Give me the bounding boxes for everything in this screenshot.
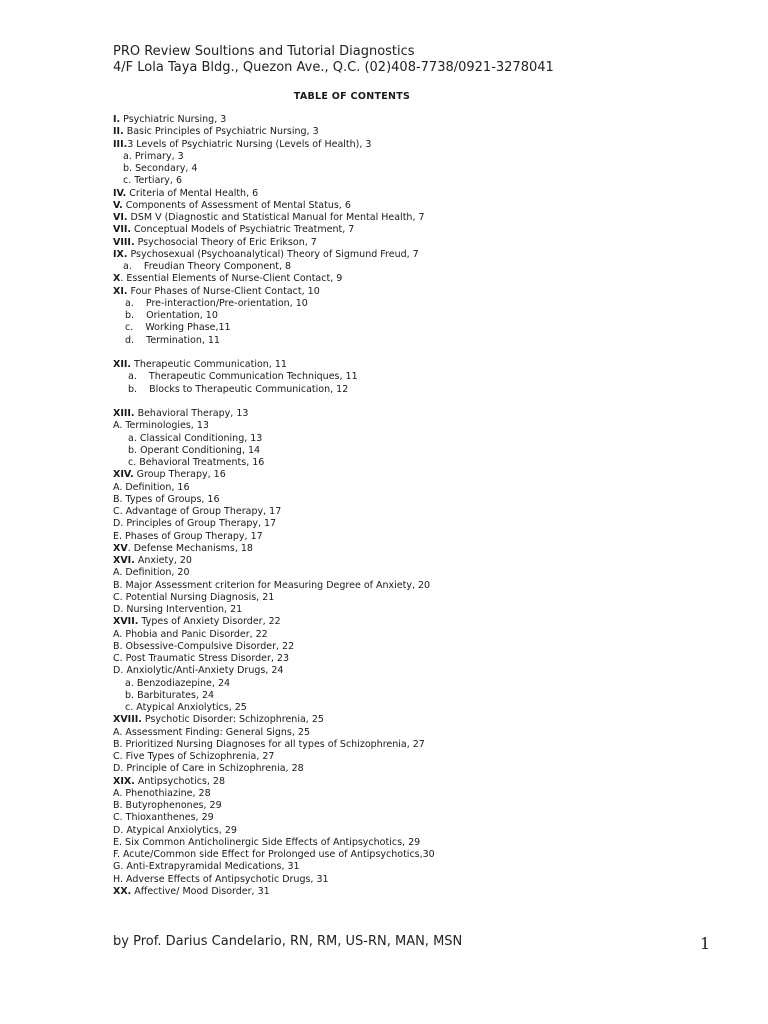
toc-entry (113, 763, 435, 775)
toc-entry-text: b. Blocks to Therapeutic Communication, 12 (128, 383, 349, 395)
header-organization: PRO Review Soultions and Tutorial Diagnostics (113, 44, 415, 59)
toc-entry-number: VII. (113, 224, 132, 236)
toc-entry-text: a. Pre-interaction/Pre-orientation, 10 (125, 297, 308, 309)
toc-entry-text: Affective/ Mood Disorder, 31 (131, 885, 270, 897)
toc-entry (113, 384, 435, 396)
toc-entry (113, 714, 435, 726)
toc-entry (113, 702, 435, 714)
toc-entry-text: . Defense Mechanisms, 18 (127, 542, 253, 554)
toc-entry (113, 616, 435, 628)
toc-entry-number: XIV. (113, 469, 134, 481)
toc-entry-number: IV. (113, 187, 127, 199)
toc-entry-text: a. Benzodiazepine, 24 (125, 677, 231, 689)
toc-entry-text: d. Termination, 11 (125, 334, 220, 346)
toc-entry-text: E. Six Common Anticholinergic Side Effects of Antipsychotics, 29 (113, 836, 421, 848)
toc-entry-number: XVII. (113, 616, 139, 628)
toc-entry-text: c. Working Phase,11 (125, 322, 231, 334)
toc-spacer (113, 396, 435, 408)
toc-entry-number: V. (113, 199, 123, 211)
toc-entry (113, 420, 435, 432)
toc-entry-text: Psychosocial Theory of Eric Erikson, 7 (134, 236, 317, 248)
toc-entry-text: D. Principle of Care in Schizophrenia, 28 (113, 763, 304, 775)
toc-entry-text: Four Phases of Nurse-Client Contact, 10 (127, 285, 320, 297)
toc-entry (113, 298, 435, 310)
toc-entry (113, 335, 435, 347)
toc-entry (113, 322, 435, 334)
toc-entry (113, 629, 435, 641)
toc-entry-text: A. Assessment Finding: General Signs, 25 (113, 726, 311, 738)
toc-entry-text: B. Types of Groups, 16 (113, 493, 220, 505)
toc-entry (113, 249, 435, 261)
header-address: 4/F Lola Taya Bldg., Quezon Ave., Q.C. (02)408-7738/0921-3278041 (113, 60, 554, 75)
toc-entry (113, 604, 435, 616)
toc-entry-text: DSM V (Diagnostic and Statistical Manual for Mental Health, 7 (127, 212, 425, 223)
toc-entry (113, 114, 435, 126)
toc-entry-text: a. Freudian Theory Component, 8 (123, 261, 292, 272)
toc-entry-text: Psychiatric Nursing, 3 (120, 114, 227, 125)
toc-entry (113, 641, 435, 653)
toc-entry-text: c. Tertiary, 6 (123, 175, 182, 187)
toc-entry-number: XI. (113, 285, 128, 297)
toc-entry (113, 874, 435, 886)
toc-entry (113, 433, 435, 445)
toc-entry (113, 494, 435, 506)
toc-entry (113, 188, 435, 200)
toc-entry (113, 849, 435, 861)
toc-entry-number: XIII. (113, 408, 135, 419)
toc-entry (113, 543, 435, 555)
toc-entry (113, 518, 435, 530)
toc-entry-text: a. Therapeutic Communication Techniques, 11 (128, 371, 358, 383)
toc-entry (113, 237, 435, 249)
toc-entry (113, 567, 435, 579)
toc-entry (113, 555, 435, 567)
toc-entry-text: b. Operant Conditioning, 14 (128, 444, 261, 456)
toc-entry (113, 359, 435, 371)
toc-entry-text: Psychotic Disorder: Schizophrenia, 25 (141, 714, 324, 726)
toc-entry-text: Types of Anxiety Disorder, 22 (138, 616, 281, 628)
toc-entry-text: Components of Assessment of Mental Status, 6 (122, 199, 351, 211)
toc-entry-text: C. Potential Nursing Diagnosis, 21 (113, 591, 275, 603)
toc-entry (113, 825, 435, 837)
toc-entry-text: G. Anti-Extrapyramidal Medications, 31 (113, 861, 300, 873)
toc-entry (113, 592, 435, 604)
toc-entry-text: D. Atypical Anxiolytics, 29 (113, 824, 237, 836)
toc-entry-text: F. Acute/Common side Effect for Prolonged use of Antipsychotics,30 (113, 849, 435, 860)
toc-entry-text: Antipsychotics, 28 (134, 775, 226, 787)
toc-entry (113, 200, 435, 212)
toc-entry-text: A. Phenothiazine, 28 (113, 787, 211, 799)
toc-entry-text: 3 Levels of Psychiatric Nursing (Levels of Health), 3 (127, 138, 372, 150)
toc-entry-number: XV (113, 542, 128, 554)
toc-entry-text: B. Prioritized Nursing Diagnoses for all types of Schizophrenia, 27 (113, 738, 425, 750)
toc-entry (113, 482, 435, 494)
toc-entry (113, 261, 435, 273)
toc-entry (113, 273, 435, 285)
toc-entry-number: I. (113, 114, 121, 125)
toc-entry (113, 837, 435, 849)
toc-entry-text: A. Phobia and Panic Disorder, 22 (113, 628, 268, 640)
toc-entry-text: C. Advantage of Group Therapy, 17 (113, 506, 282, 517)
toc-entry (113, 690, 435, 702)
toc-entry-text: Conceptual Models of Psychiatric Treatment, 7 (131, 224, 355, 236)
toc-entry (113, 531, 435, 543)
toc-entry (113, 788, 435, 800)
toc-entry (113, 175, 435, 187)
toc-entry-text: B. Obsessive-Compulsive Disorder, 22 (113, 640, 295, 652)
toc-entry-text: Basic Principles of Psychiatric Nursing, 3 (123, 126, 319, 138)
toc-entry (113, 678, 435, 690)
toc-entry (113, 212, 435, 224)
toc-entry-text: a. Primary, 3 (123, 150, 184, 162)
toc-entry (113, 506, 435, 518)
toc-entry-text: C. Thioxanthenes, 29 (113, 812, 214, 824)
toc-entry (113, 457, 435, 469)
toc-entry (113, 126, 435, 138)
toc-entry-text: D. Nursing Intervention, 21 (113, 604, 243, 615)
toc-title: TABLE OF CONTENTS (293, 91, 411, 102)
toc-entry (113, 739, 435, 751)
toc-entry (113, 800, 435, 812)
toc-entry-text: Group Therapy, 16 (133, 469, 226, 481)
toc-entry-text: Psychosexual (Psychoanalytical) Theory of Sigmund Freud, 7 (127, 248, 419, 260)
toc-entry-text: Therapeutic Communication, 11 (131, 359, 287, 370)
toc-entry-text: Behavioral Therapy, 13 (134, 408, 249, 419)
toc-entry-text: Criteria of Mental Health, 6 (126, 187, 259, 199)
toc-entry-text: E. Phases of Group Therapy, 17 (113, 530, 263, 542)
toc-entry (113, 445, 435, 457)
toc-entry-number: IX. (113, 248, 128, 260)
document-header (113, 44, 554, 76)
toc-entry (113, 139, 435, 151)
toc-entry (113, 751, 435, 763)
toc-entry-text: c. Atypical Anxiolytics, 25 (125, 702, 247, 713)
toc-entry (113, 812, 435, 824)
toc-entry (113, 653, 435, 665)
toc-entry-text: B. Major Assessment criterion for Measuring Degree of Anxiety, 20 (113, 579, 431, 591)
toc-entry-number: VIII. (113, 236, 135, 248)
footer-author: by Prof. Darius Candelario, RN, RM, US-RN, MAN, MSN (113, 934, 463, 949)
toc-entry (113, 371, 435, 383)
toc-spacer (113, 347, 435, 359)
toc-entry-text: b. Orientation, 10 (125, 310, 218, 321)
toc-entry-text: . Essential Elements of Nurse-Client Contact, 9 (120, 273, 343, 285)
toc-entry (113, 286, 435, 298)
toc-entry (113, 776, 435, 788)
toc-entry-number: XIX. (113, 775, 135, 787)
toc-entry (113, 861, 435, 873)
table-of-contents (113, 114, 435, 898)
toc-entry-number: X (113, 273, 121, 285)
toc-entry-text: D. Anxiolytic/Anti-Anxiety Drugs, 24 (113, 665, 284, 677)
toc-entry (113, 886, 435, 898)
toc-entry-text: c. Behavioral Treatments, 16 (128, 457, 265, 468)
toc-entry-number: XVI. (113, 555, 135, 566)
toc-entry-text: A. Terminologies, 13 (113, 420, 209, 432)
toc-entry-text: H. Adverse Effects of Antipsychotic Drugs, 31 (113, 873, 329, 885)
page-number: 1 (700, 934, 711, 953)
toc-entry-text: b. Secondary, 4 (123, 163, 198, 174)
toc-entry (113, 224, 435, 236)
toc-entry (113, 665, 435, 677)
toc-entry-text: C. Post Traumatic Stress Disorder, 23 (113, 653, 289, 664)
toc-entry-number: XX. (113, 885, 132, 897)
toc-entry-number: XII. (113, 359, 132, 370)
toc-entry-number: XVIII. (113, 714, 142, 726)
toc-entry-text: Anxiety, 20 (134, 555, 192, 566)
toc-entry-text: b. Barbiturates, 24 (125, 689, 215, 701)
toc-entry-text: C. Five Types of Schizophrenia, 27 (113, 751, 275, 762)
toc-entry-text: a. Classical Conditioning, 13 (128, 432, 263, 444)
toc-entry (113, 727, 435, 739)
toc-entry-text: A. Definition, 16 (113, 481, 190, 493)
toc-entry (113, 469, 435, 481)
toc-entry (113, 408, 435, 420)
toc-entry-text: D. Principles of Group Therapy, 17 (113, 518, 277, 530)
toc-entry-number: VI. (113, 212, 128, 223)
toc-entry-number: III. (113, 138, 128, 150)
toc-entry (113, 151, 435, 163)
toc-entry-text: B. Butyrophenones, 29 (113, 800, 222, 811)
toc-entry-number: II. (113, 126, 124, 138)
toc-entry-text: A. Definition, 20 (113, 567, 190, 579)
toc-entry (113, 580, 435, 592)
toc-entry (113, 310, 435, 322)
toc-entry (113, 163, 435, 175)
